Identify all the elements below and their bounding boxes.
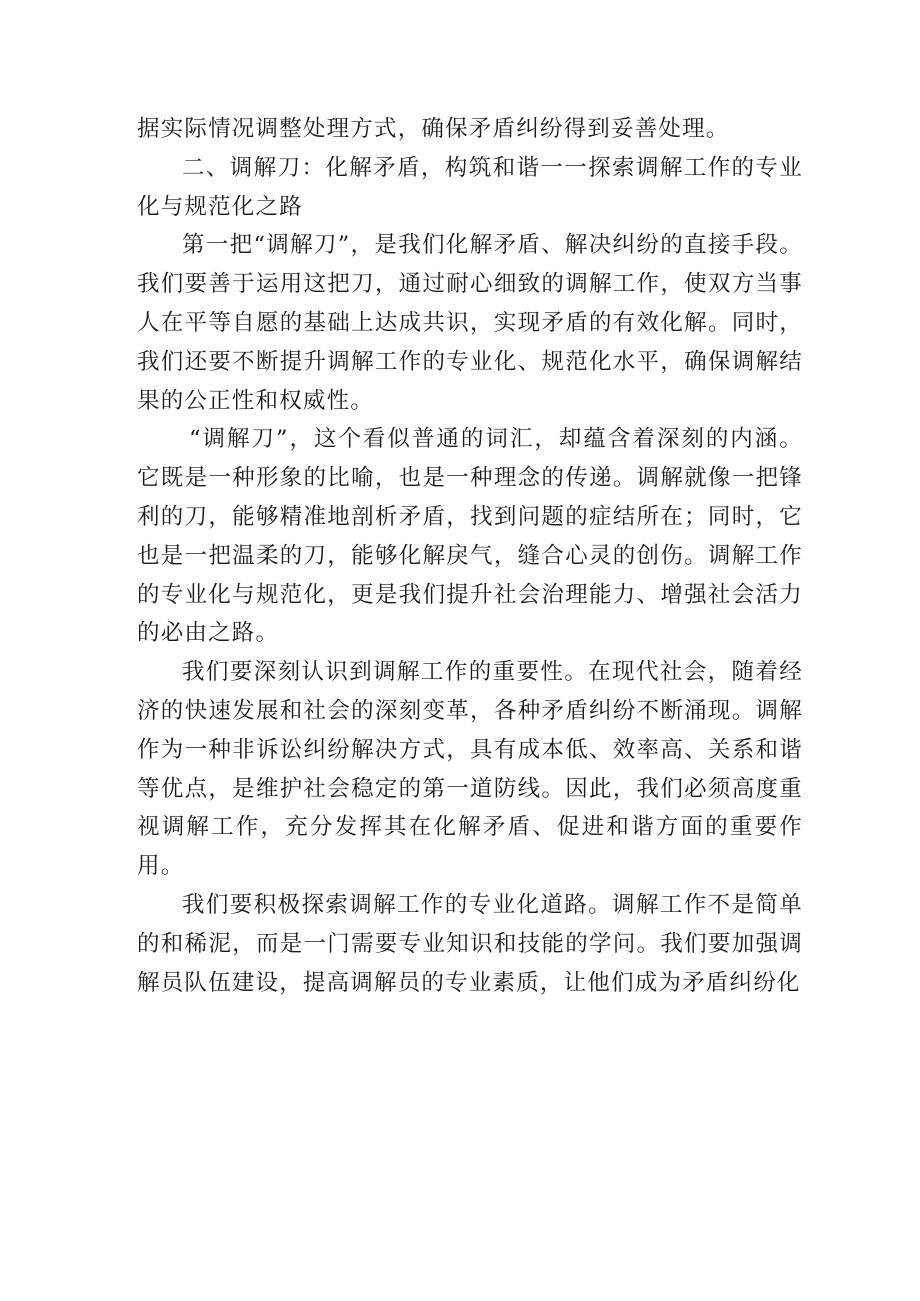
paragraph-importance: 我们要深刻认识到调解工作的重要性。在现代社会，随着经济的快速发展和社会的深刻变革，各种矛盾纠纷不断涌现。调解作为一种非诉讼纠纷解决方式，具有成本低、效率高、关系和谐等优点，是维护社会稳定的第一道防线。因此，我们必须高度重视调解工作，充分发挥其在化解矛盾、促进和谐方面的重要作用。	[137, 659, 803, 880]
document-body	[137, 110, 803, 1002]
section-heading: 二、调解刀：化解矛盾，构筑和谐一一探索调解工作的专业化与规范化之路	[137, 154, 803, 220]
paragraph-mediation-knife-meaning: “调解刀”，这个看似普通的词汇，却蕴含着深刻的内涵。它既是一种形象的比喻，也是一种理念的传递。调解就像一把锋利的刀，能够精准地剖析矛盾，找到问题的症结所在；同时，它也是一把温柔的刀，能够化解戾气，缝合心灵的创伤。调解工作的专业化与规范化，更是我们提升社会治理能力、增强社会活力的必由之路。	[137, 426, 803, 647]
paragraph-first-knife: 第一把“调解刀”，是我们化解矛盾、解决纠纷的直接手段。我们要善于运用这把刀，通过耐心细致的调解工作，使双方当事人在平等自愿的基础上达成共识，实现矛盾的有效化解。同时，我们还要不断提升调解工作的专业化、规范化水平，确保调解结果的公正性和权威性。	[137, 232, 803, 414]
paragraph-continuation: 据实际情况调整处理方式，确保矛盾纠纷得到妥善处理。	[137, 116, 730, 142]
paragraph-professionalization: 我们要积极探索调解工作的专业化道路。调解工作不是简单的和稀泥，而是一门需要专业知识和技能的学问。我们要加强调解员队伍建设，提高调解员的专业素质，让他们成为矛盾纠纷化	[137, 891, 803, 996]
